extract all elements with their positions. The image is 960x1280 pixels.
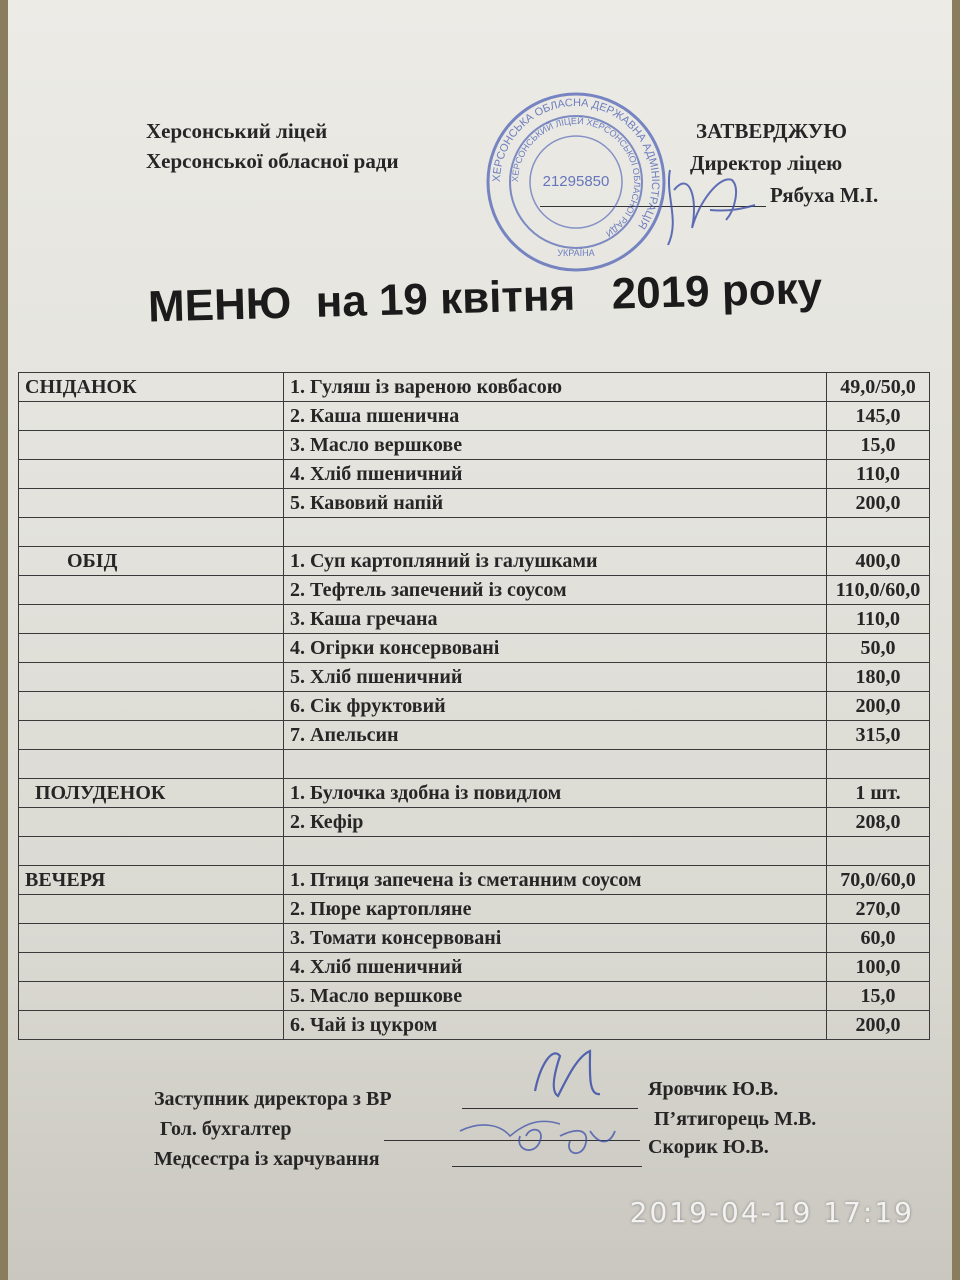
row-section: ОБІД bbox=[19, 547, 284, 576]
row-dish: 5. Кавовий напій bbox=[284, 489, 827, 518]
table-row bbox=[19, 837, 930, 866]
row-qty: 200,0 bbox=[827, 489, 930, 518]
row-qty: 110,0/60,0 bbox=[827, 576, 930, 605]
photo-timestamp: 2019-04-19 17:19 bbox=[629, 1196, 914, 1229]
row-qty bbox=[827, 837, 930, 866]
org-line-2: Херсонської обласної ради bbox=[146, 149, 399, 173]
row-section bbox=[19, 634, 284, 663]
director-signature-icon bbox=[640, 150, 760, 260]
row-qty: 180,0 bbox=[827, 663, 930, 692]
table-row bbox=[19, 895, 930, 924]
table-row bbox=[19, 373, 930, 402]
table-row bbox=[19, 750, 930, 779]
signature-line-nurse bbox=[452, 1166, 642, 1167]
row-section bbox=[19, 605, 284, 634]
row-dish: 7. Апельсин bbox=[284, 721, 827, 750]
row-section: ПОЛУДЕНОК bbox=[19, 779, 284, 808]
director-title: Директор ліцею bbox=[690, 151, 843, 175]
row-qty bbox=[827, 518, 930, 547]
row-section bbox=[19, 460, 284, 489]
row-section bbox=[19, 1011, 284, 1040]
menu-table bbox=[18, 372, 930, 1040]
table-row bbox=[19, 924, 930, 953]
signatures-icon bbox=[440, 1036, 660, 1166]
row-dish: 2. Кефір bbox=[284, 808, 827, 837]
row-dish bbox=[284, 750, 827, 779]
table-row bbox=[19, 808, 930, 837]
row-qty: 100,0 bbox=[827, 953, 930, 982]
row-section bbox=[19, 518, 284, 547]
table-row bbox=[19, 431, 930, 460]
row-qty: 200,0 bbox=[827, 692, 930, 721]
row-section bbox=[19, 924, 284, 953]
row-section bbox=[19, 431, 284, 460]
row-dish: 4. Хліб пшеничний bbox=[284, 953, 827, 982]
table-row bbox=[19, 547, 930, 576]
row-qty: 400,0 bbox=[827, 547, 930, 576]
row-dish: 3. Масло вершкове bbox=[284, 431, 827, 460]
org-line-1: Херсонський ліцей bbox=[146, 119, 328, 143]
row-dish: 5. Хліб пшеничний bbox=[284, 663, 827, 692]
row-qty: 145,0 bbox=[827, 402, 930, 431]
row-qty: 315,0 bbox=[827, 721, 930, 750]
row-qty: 110,0 bbox=[827, 460, 930, 489]
row-dish: 2. Каша пшенична bbox=[284, 402, 827, 431]
row-section bbox=[19, 576, 284, 605]
row-section bbox=[19, 953, 284, 982]
row-section bbox=[19, 402, 284, 431]
signature-role-nurse: Медсестра із харчування bbox=[154, 1148, 380, 1170]
menu-title: МЕНЮ на 19 квітня 2019 року bbox=[147, 263, 823, 332]
row-section: ВЕЧЕРЯ bbox=[19, 866, 284, 895]
row-dish: 4. Огірки консервовані bbox=[284, 634, 827, 663]
signature-name-nurse: Скорик Ю.В. bbox=[648, 1136, 769, 1158]
row-dish: 1. Булочка здобна із повидлом bbox=[284, 779, 827, 808]
director-name: Рябуха М.І. bbox=[770, 183, 879, 207]
row-dish: 3. Каша гречана bbox=[284, 605, 827, 634]
row-dish: 1. Птиця запечена із сметанним соусом bbox=[284, 866, 827, 895]
row-dish: 6. Чай із цукром bbox=[284, 1011, 827, 1040]
stamp-code: 21295850 bbox=[542, 173, 610, 190]
table-row bbox=[19, 779, 930, 808]
row-qty: 15,0 bbox=[827, 431, 930, 460]
row-dish bbox=[284, 518, 827, 547]
signature-name-deputy: Яровчик Ю.В. bbox=[648, 1078, 779, 1100]
row-qty: 200,0 bbox=[827, 1011, 930, 1040]
row-section bbox=[19, 489, 284, 518]
row-dish: 2. Тефтель запечений із соусом bbox=[284, 576, 827, 605]
stamp-outer-text: ХЕРСОНСЬКА ОБЛАСНА ДЕРЖАВНА АДМІНІСТРАЦІЯ bbox=[490, 96, 662, 232]
stamp-inner-text: ХЕРСОНСЬКИЙ ЛІЦЕЙ ХЕРСОНСЬКОЇ ОБЛАСНОЇ РАДИ bbox=[509, 115, 643, 239]
row-section bbox=[19, 663, 284, 692]
row-qty: 70,0/60,0 bbox=[827, 866, 930, 895]
table-row bbox=[19, 663, 930, 692]
table-row bbox=[19, 518, 930, 547]
row-qty: 49,0/50,0 bbox=[827, 373, 930, 402]
row-dish: 6. Сік фруктовий bbox=[284, 692, 827, 721]
row-dish bbox=[284, 837, 827, 866]
table-row bbox=[19, 721, 930, 750]
row-section bbox=[19, 721, 284, 750]
table-row bbox=[19, 576, 930, 605]
signature-name-accountant: П’ятигорець М.В. bbox=[654, 1108, 817, 1130]
table-row bbox=[19, 982, 930, 1011]
row-qty: 208,0 bbox=[827, 808, 930, 837]
row-section bbox=[19, 837, 284, 866]
table-row bbox=[19, 634, 930, 663]
row-qty: 60,0 bbox=[827, 924, 930, 953]
row-qty bbox=[827, 750, 930, 779]
row-qty: 270,0 bbox=[827, 895, 930, 924]
row-section bbox=[19, 895, 284, 924]
row-dish: 5. Масло вершкове bbox=[284, 982, 827, 1011]
row-qty: 50,0 bbox=[827, 634, 930, 663]
table-row bbox=[19, 460, 930, 489]
signature-role-deputy: Заступник директора з ВР bbox=[154, 1088, 392, 1110]
row-dish: 1. Гуляш із вареною ковбасою bbox=[284, 373, 827, 402]
table-row bbox=[19, 953, 930, 982]
row-dish: 4. Хліб пшеничний bbox=[284, 460, 827, 489]
table-row bbox=[19, 692, 930, 721]
stamp-country: УКРАЇНА bbox=[557, 248, 595, 258]
table-row bbox=[19, 866, 930, 895]
row-section: СНІДАНОК bbox=[19, 373, 284, 402]
row-section bbox=[19, 982, 284, 1011]
row-qty: 1 шт. bbox=[827, 779, 930, 808]
row-dish: 1. Суп картопляний із галушками bbox=[284, 547, 827, 576]
table-row bbox=[19, 605, 930, 634]
row-qty: 110,0 bbox=[827, 605, 930, 634]
signature-role-accountant: Гол. бухгалтер bbox=[160, 1118, 292, 1140]
row-dish: 3. Томати консервовані bbox=[284, 924, 827, 953]
row-section bbox=[19, 808, 284, 837]
row-section bbox=[19, 750, 284, 779]
row-qty: 15,0 bbox=[827, 982, 930, 1011]
approve-label: ЗАТВЕРДЖУЮ bbox=[696, 119, 847, 143]
row-dish: 2. Пюре картопляне bbox=[284, 895, 827, 924]
table-row bbox=[19, 489, 930, 518]
row-section bbox=[19, 692, 284, 721]
table-row bbox=[19, 402, 930, 431]
